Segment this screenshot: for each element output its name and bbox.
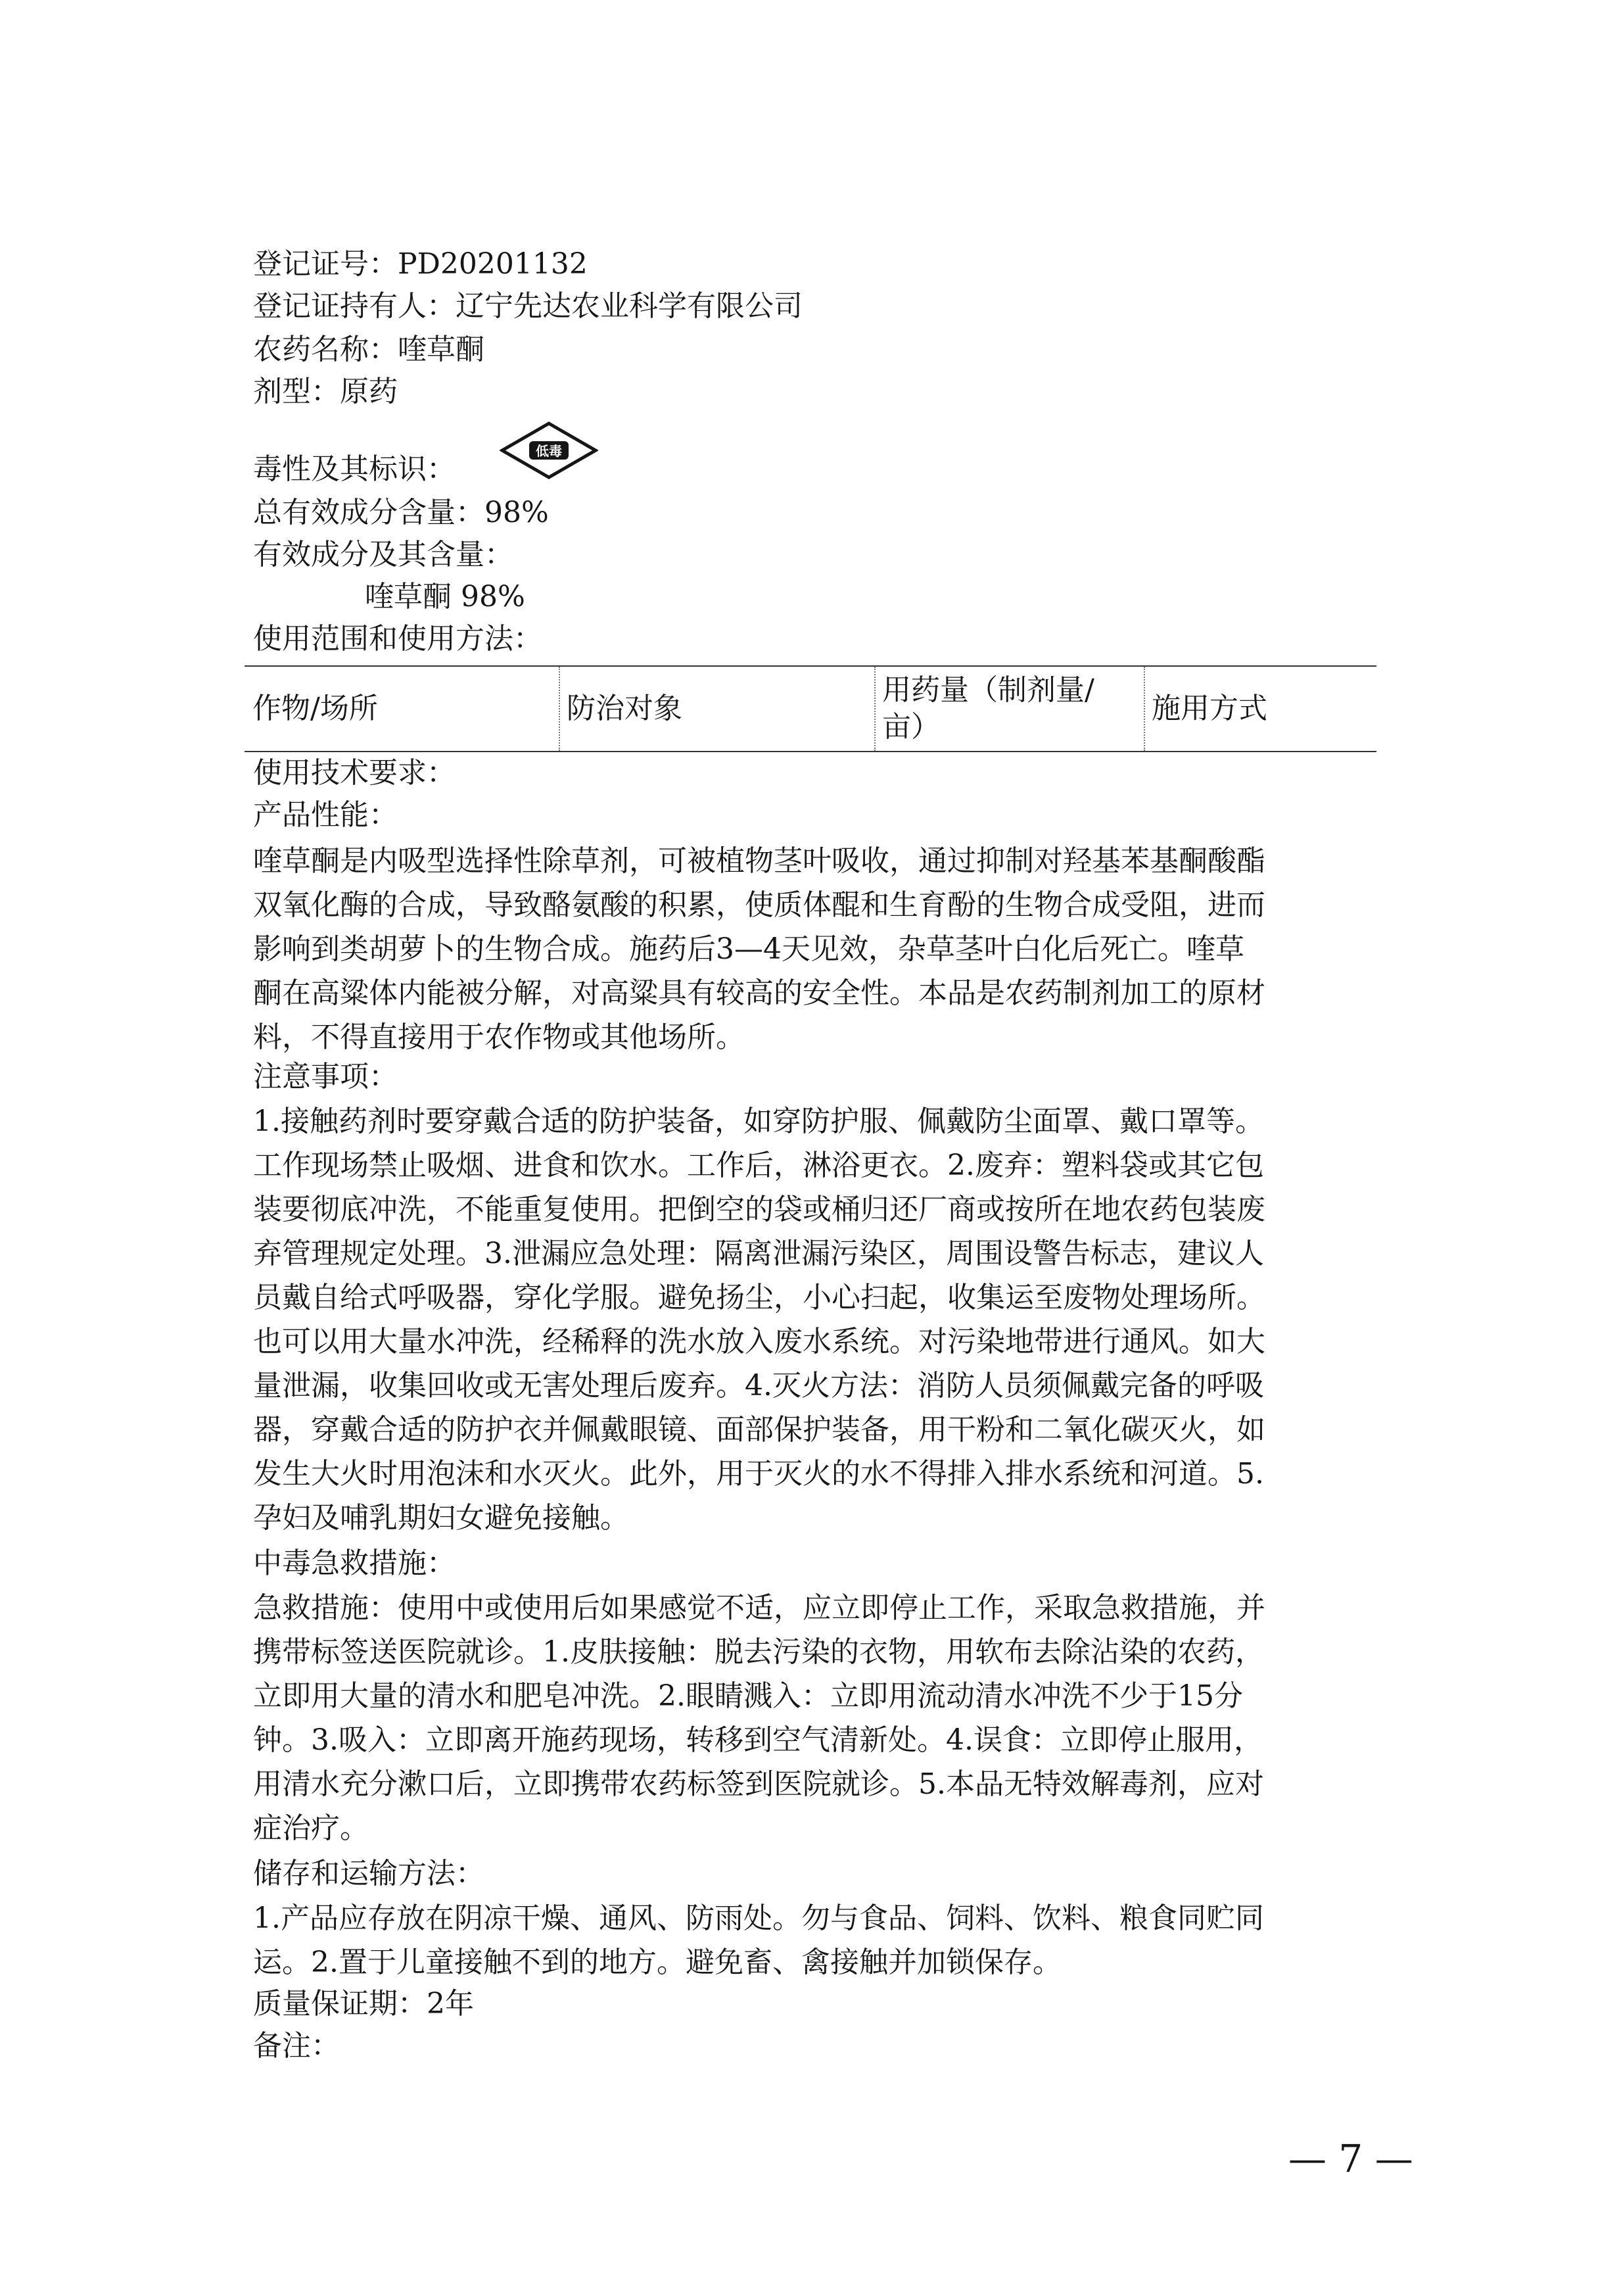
remarks-label: 备注：: [253, 2029, 340, 2063]
table-header-crop: 作物/场所: [245, 667, 560, 751]
precautions-text: 1.接触药剂时要穿戴合适的防护装备，如穿防护服、佩戴防尘面罩、戴口罩等。 工作现场禁止吸烟、进食和饮水。工作后，淋浴更衣。2.废弃：塑料袋或其它包 装要彻底冲洗，不能重复使用。把倒空的袋或桶归还厂商或按所在地农药包装废 弃管理规定处理。3.泄漏应急处理：隔离泄漏污染区，周围设警告标志，建议人 员戴自给式呼吸器，穿化学服。避免扬尘，小心扫起，收集运至废物处理场所。 也可以用大量水冲洗，经稀释的洗水放入废水系统。对污染地带进行通风。如大 量泄漏，收集回收或无害处理后废弃。4.灭火方法：消防人员须佩戴完备的呼吸 器，穿戴合适的防护衣并佩戴眼镜、面部保护装备，用干粉和二氧化碳灭火，如 发生大火时用泡沫和水灭火。此外，用于灭火的水不得排入排水系统和河道。5. 孕妇及哺乳期妇女避免接触。: [253, 1105, 1265, 1535]
registration-holder: 登记证持有人：辽宁先达农业科学有限公司: [253, 289, 803, 323]
usage-scope-label: 使用范围和使用方法：: [253, 622, 542, 656]
low-toxicity-icon: [500, 421, 598, 480]
table-header-target: 防治对象: [560, 667, 876, 751]
pesticide-name: 农药名称：喹草酮: [253, 333, 484, 366]
product-performance-text: 喹草酮是内吸型选择性除草剂，可被植物茎叶吸收，通过抑制对羟基苯基酮酸酯 双氧化酶的合成，导致酪氨酸的积累，使质体醌和生育酚的生物合成受阻，进而 影响到类胡萝卜的生物合成。施药后3—4天见效，杂草茎叶白化后死亡。喹草 酮在高粱体内能被分解，对高粱具有较高的安全性。本品是农药制剂加工的原材 料，不得直接用于农作物或其他场所。: [253, 844, 1265, 1054]
page-number: — 7 —: [1288, 2136, 1413, 2181]
active-ingredient-item: 喹草酮 98%: [365, 580, 525, 613]
precautions-label: 注意事项：: [253, 1060, 398, 1093]
low-toxicity-badge-text: 低毒: [536, 443, 562, 459]
active-ingredients-label: 有效成分及其含量：: [253, 538, 513, 571]
table-header-method: 施用方式: [1152, 692, 1267, 725]
first-aid-label: 中毒急救措施：: [253, 1546, 456, 1580]
usage-table: [245, 665, 1376, 752]
first-aid-text: 急救措施：使用中或使用后如果感觉不适，应立即停止工作，采取急救措施，并 携带标签送医院就诊。1.皮肤接触：脱去污染的衣物，用软布去除沾染的农药， 立即用大量的清水和肥皂冲洗。2.眼睛溅入：立即用流动清水冲洗不少于15分 钟。3.吸入：立即离开施药现场，转移到空气清新处。4.误食：立即停止服用， 用清水充分漱口后，立即携带农药标签到医院就诊。5.本品无特效解毒剂，应对 症治疗。: [253, 1591, 1265, 1845]
total-active-content: 总有效成分含量：98%: [253, 496, 549, 529]
storage-label: 储存和运输方法：: [253, 1857, 484, 1890]
toxicity-label: 毒性及其标识：: [253, 452, 456, 486]
table-header-dosage: 用药量（制剂量/ 亩）: [876, 667, 1145, 751]
technical-requirements-label: 使用技术要求：: [253, 756, 456, 790]
product-performance-label: 产品性能：: [253, 798, 398, 832]
formulation: 剂型：原药: [253, 375, 398, 408]
storage-text: 1.产品应存放在阴凉干燥、通风、防雨处。勿与食品、饲料、饮料、粮食同贮同 运。2.置于儿童接触不到的地方。避免畜、禽接触并加锁保存。: [253, 1901, 1264, 1979]
warranty-period: 质量保证期：2年: [253, 1987, 474, 2021]
registration-number: 登记证号：PD20201132: [253, 247, 588, 281]
